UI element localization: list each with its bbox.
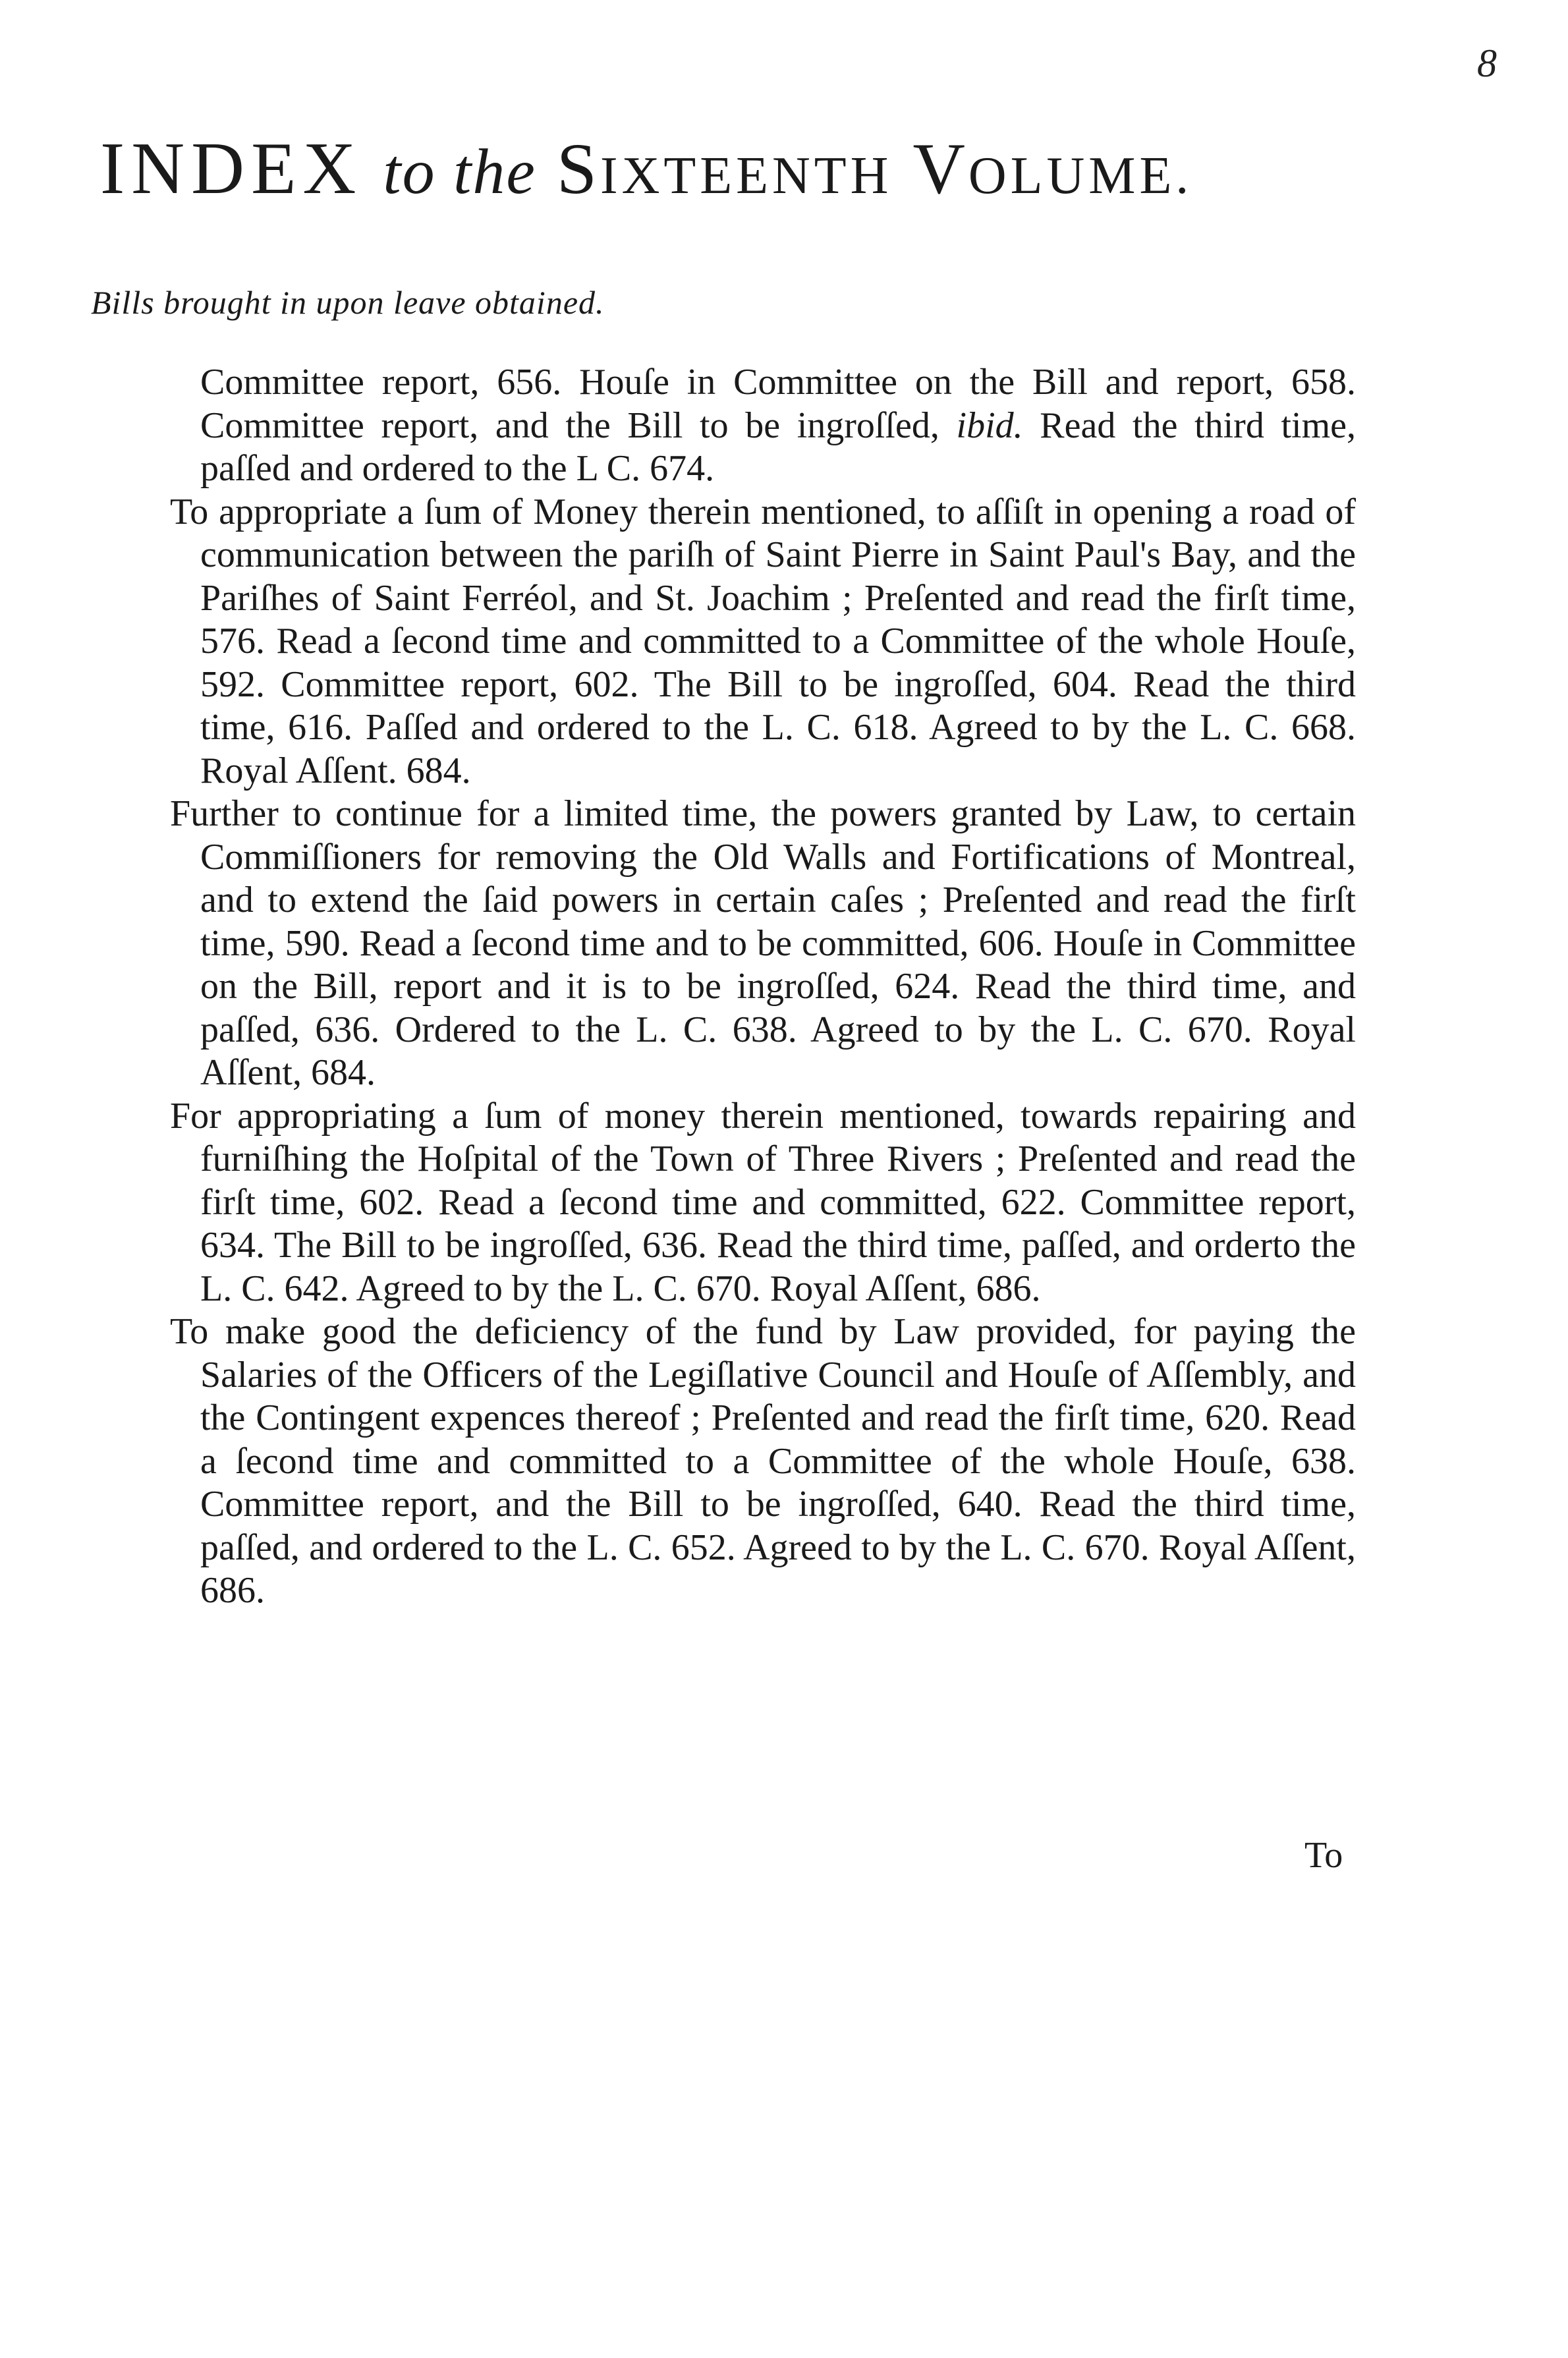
title-volume-ordinal (556, 128, 893, 209)
title-ordinal-initial: S (556, 128, 600, 209)
title-volume-rest: OLUME. (968, 147, 1193, 205)
entry-italic-text: ibid. (956, 405, 1023, 446)
index-entries (170, 361, 1356, 1613)
entry-text: Committee report, 656. Houſe in Committee on the Bill and report, 658. Committee report, and the Bill to be ingroſſed, (200, 362, 1356, 446)
entry-text: For appropriating a ſum of money therein mentioned, towards repairing and furniſhing the Hoſpital of the Town of Three Rivers ; Preſented and read the firſt time, 602. Read a ſecond time and committed, 622. Committee report, 634. The Bill to be ingroſſed, 636. Read the third time, paſſed, and orderto the L. C. 642. Agreed to by the L. C. 670. Royal Aſſent, 686. (170, 1095, 1356, 1309)
page-title (100, 128, 1418, 210)
entry-text: Further to continue for a limited time, the powers granted by Law, to certain Commiſſioners for removing the Old Walls and Fortifications of Montreal, and to extend the ſaid powers in certain caſes ; Preſented and read the firſt time, 590. Read a ſecond time and to be committed, 606. Houſe in Committee on the Bill, report and it is to be ingroſſed, 624. Read the third time, and paſſed, 636. Ordered to the L. C. 638. Agreed to by the L. C. 670. Royal Aſſent, 684. (170, 793, 1356, 1093)
index-entry (170, 1310, 1356, 1613)
index-entry (170, 793, 1356, 1095)
title-connective: to the (383, 136, 536, 208)
section-subtitle: Bills brought in upon leave obtained. (91, 284, 605, 321)
catchword: To (1304, 1835, 1343, 1876)
title-ordinal-rest: IXTEENTH (600, 147, 893, 205)
entry-text: To make good the deficiency of the fund by Law provided, for paying the Salaries of the Officers of the Legiſlative Council and Houſe of Aſſembly, and the Contingent expences thereof ; Preſented and read the firſt time, 620. Read a ſecond time and committed to a Committee of the whole Houſe, 638. Committee report, and the Bill to be ingroſſed, 640. Read the third time, paſſed, and ordered to the L. C. 652. Agreed to by the L. C. 670. Royal Aſſent, 686. (170, 1311, 1356, 1611)
index-entry (170, 491, 1356, 793)
entry-text: To appropriate a ſum of Money therein mentioned, to aſſiſt in opening a road of communication between the pariſh of Saint Pierre in Saint Paul's Bay, and the Pariſhes of Saint Ferréol, and St. Joachim ; Preſented and read the firſt time, 576. Read a ſecond time and committed to a Committee of the whole Houſe, 592. Committee report, 602. The Bill to be ingroſſed, 604. Read the third time, 616. Paſſed and ordered to the L. C. 618. Agreed to by the L. C. 668. Royal Aſſent. 684. (170, 491, 1356, 791)
folio-mark: 8 (1477, 42, 1497, 85)
index-entry (170, 1095, 1356, 1311)
index-entry (170, 361, 1356, 491)
title-volume-word (912, 128, 1193, 209)
entry-text-after: Read the third time, paſſed and ordered to the L C. 674. (200, 405, 1356, 489)
title-index-word: INDEX (100, 128, 363, 210)
title-volume-initial: V (912, 128, 968, 209)
